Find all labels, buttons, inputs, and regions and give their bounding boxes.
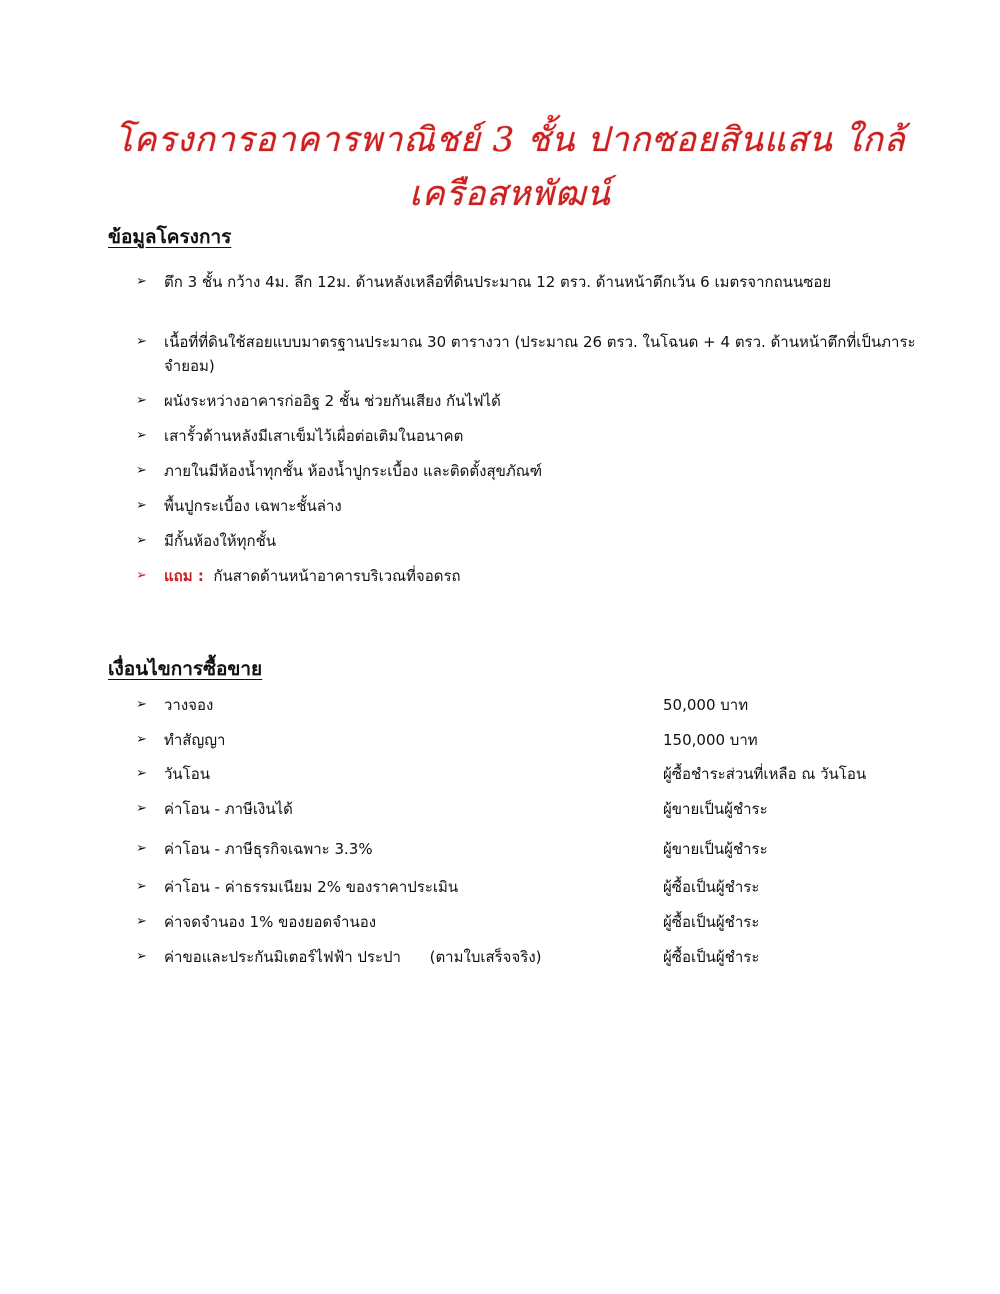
- project-info-item: ➢ พื้นปูกระเบื้อง เฉพาะชั้นล่าง: [136, 494, 926, 518]
- arrow-bullet-icon: ➢: [136, 766, 147, 781]
- sale-condition-row: [136, 837, 926, 861]
- project-info-item: ➢ ตึก 3 ชั้น กว้าง 4ม. ลึก 12ม. ด้านหลังเหลือที่ดินประมาณ 12 ตรว. ด้านหน้าตึกเว้น 6 เมตรจากถนนซอย: [136, 270, 926, 294]
- arrow-bullet-icon: ➢: [136, 533, 147, 548]
- condition-label: ค่าขอและประกันมิเตอร์ไฟฟ้า ประปา (ตามใบเสร็จจริง): [164, 948, 542, 966]
- sale-condition-row: [136, 728, 926, 752]
- condition-value: 150,000 บาท: [663, 731, 758, 749]
- sale-condition-row: [136, 762, 926, 786]
- document-title: โครงการอาคารพาณิชย์ 3 ชั้น ปากซอยสินแสน ใกล้เครือสหพัฒน์: [114, 120, 906, 214]
- condition-label: วันโอน: [164, 765, 210, 783]
- sale-condition-row: [136, 875, 926, 899]
- project-info-gift-item: [136, 564, 926, 588]
- arrow-bullet-icon: ➢: [136, 568, 147, 583]
- condition-label: ค่าโอน - ภาษีเงินได้: [164, 800, 293, 818]
- project-info-item: ➢ ภายในมีห้องน้ำทุกชั้น ห้องน้ำปูกระเบื้อง และติดตั้งสุขภัณฑ์: [136, 459, 926, 483]
- arrow-bullet-icon: ➢: [136, 274, 147, 289]
- sale-condition-row: [136, 945, 926, 969]
- condition-value: ผู้ซื้อเป็นผู้ชำระ: [663, 913, 760, 931]
- gift-text: กันสาดด้านหน้าอาคารบริเวณที่จอดรถ: [213, 567, 461, 585]
- sale-condition-row: [136, 910, 926, 934]
- arrow-bullet-icon: ➢: [136, 463, 147, 478]
- condition-value: ผู้ซื้อเป็นผู้ชำระ: [663, 948, 760, 966]
- sale-condition-row: [136, 693, 926, 717]
- condition-label: ค่าโอน - ภาษีธุรกิจเฉพาะ 3.3%: [164, 840, 373, 858]
- arrow-bullet-icon: ➢: [136, 334, 147, 349]
- project-info-item: ➢ เนื้อที่ที่ดินใช้สอยแบบมาตรฐานประมาณ 30 ตารางวา (ประมาณ 26 ตรว. ในโฉนด + 4 ตรว. ด้านหน้าตึกที่เป็นภาระจำยอม): [136, 330, 926, 378]
- arrow-bullet-icon: ➢: [136, 732, 147, 747]
- condition-label: วางจอง: [164, 696, 214, 714]
- arrow-bullet-icon: ➢: [136, 879, 147, 894]
- project-info-item: ➢ มีกั้นห้องให้ทุกชั้น: [136, 529, 926, 553]
- project-info-heading: ข้อมูลโครงการ: [108, 226, 232, 248]
- condition-value: ผู้ซื้อชำระส่วนที่เหลือ ณ วันโอน: [663, 765, 867, 783]
- arrow-bullet-icon: ➢: [136, 841, 147, 856]
- sale-condition-row: [136, 797, 926, 821]
- arrow-bullet-icon: ➢: [136, 801, 147, 816]
- condition-label: ทำสัญญา: [164, 731, 226, 749]
- condition-value: ผู้ขายเป็นผู้ชำระ: [663, 840, 768, 858]
- sale-conditions-heading: เงื่อนไขการซื้อขาย: [108, 658, 263, 680]
- arrow-bullet-icon: ➢: [136, 697, 147, 712]
- project-info-item: ➢ เสารั้วด้านหลังมีเสาเข็มไว้เผื่อต่อเติมในอนาคต: [136, 424, 926, 448]
- arrow-bullet-icon: ➢: [136, 914, 147, 929]
- condition-label: ค่าโอน - ค่าธรรมเนียม 2% ของราคาประเมิน: [164, 878, 459, 896]
- gift-label: แถม :: [164, 567, 204, 585]
- project-info-item: ➢ ผนังระหว่างอาคารก่ออิฐ 2 ชั้น ช่วยกันเสียง กันไฟได้: [136, 389, 926, 413]
- arrow-bullet-icon: ➢: [136, 949, 147, 964]
- condition-value: ผู้ซื้อเป็นผู้ชำระ: [663, 878, 760, 896]
- condition-value: ผู้ขายเป็นผู้ชำระ: [663, 800, 768, 818]
- arrow-bullet-icon: ➢: [136, 428, 147, 443]
- condition-value: 50,000 บาท: [663, 696, 749, 714]
- arrow-bullet-icon: ➢: [136, 393, 147, 408]
- condition-label: ค่าจดจำนอง 1% ของยอดจำนอง: [164, 913, 377, 931]
- arrow-bullet-icon: ➢: [136, 498, 147, 513]
